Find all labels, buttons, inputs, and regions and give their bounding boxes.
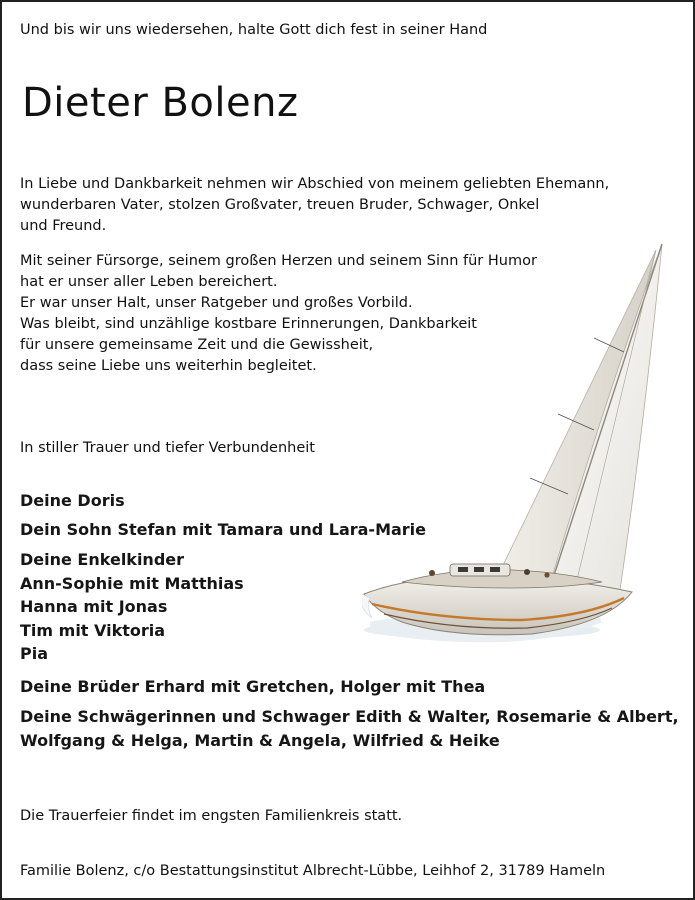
family-wife: Deine Doris [20,491,125,510]
grandchildren-heading: Deine Enkelkinder [20,550,185,569]
grandchild-entry: Hanna mit Jonas [20,597,168,617]
text-line: Was bleibt, sind unzählige kostbare Erinnerungen, Dankbarkeit [20,316,477,332]
sailboat-image [362,242,672,647]
grief-line: In stiller Trauer und tiefer Verbundenheit [20,440,315,456]
deceased-name: Dieter Bolenz [22,80,299,126]
service-note: Die Trauerfeier findet im engsten Familienkreis statt. [20,808,403,824]
family-brothers: Deine Brüder Erhard mit Gretchen, Holger mit Thea [20,677,486,696]
text-line: und Freund. [20,218,107,234]
text-line: wunderbaren Vater, stolzen Großvater, treuen Bruder, Schwager, Onkel [20,197,540,213]
text-line: In Liebe und Dankbarkeit nehmen wir Abschied von meinem geliebten Ehemann, [20,176,610,192]
family-grandchildren [20,548,244,666]
text-line: Er war unser Halt, unser Ratgeber und großes Vorbild. [20,295,413,311]
family-son: Dein Sohn Stefan mit Tamara und Lara-Marie [20,520,427,539]
motto-line: Und bis wir uns wiedersehen, halte Gott dich fest in seiner Hand [20,22,488,38]
text-line: Wolfgang & Helga, Martin & Angela, Wilfried & Heike [20,730,500,750]
text-line: Deine Schwägerinnen und Schwager Edith & Walter, Rosemarie & Albert, [20,707,679,726]
grandchild-entry: Tim mit Viktoria [20,620,166,640]
text-line: für unsere gemeinsame Zeit und die Gewissheit, [20,337,374,353]
grandchild-entry: Pia [20,644,49,664]
text-line: Mit seiner Fürsorge, seinem großen Herzen und seinem Sinn für Humor [20,253,537,269]
grandchild-entry: Ann-Sophie mit Matthias [20,573,244,593]
family-in-laws [20,705,679,752]
text-line: hat er unser aller Leben bereichert. [20,274,278,290]
farewell-paragraph [20,174,609,237]
family-address: Familie Bolenz, c/o Bestattungsinstitut Albrecht-Lübbe, Leihhof 2, 31789 Hameln [20,863,606,879]
text-line: dass seine Liebe uns weiterhin begleitet. [20,358,317,374]
